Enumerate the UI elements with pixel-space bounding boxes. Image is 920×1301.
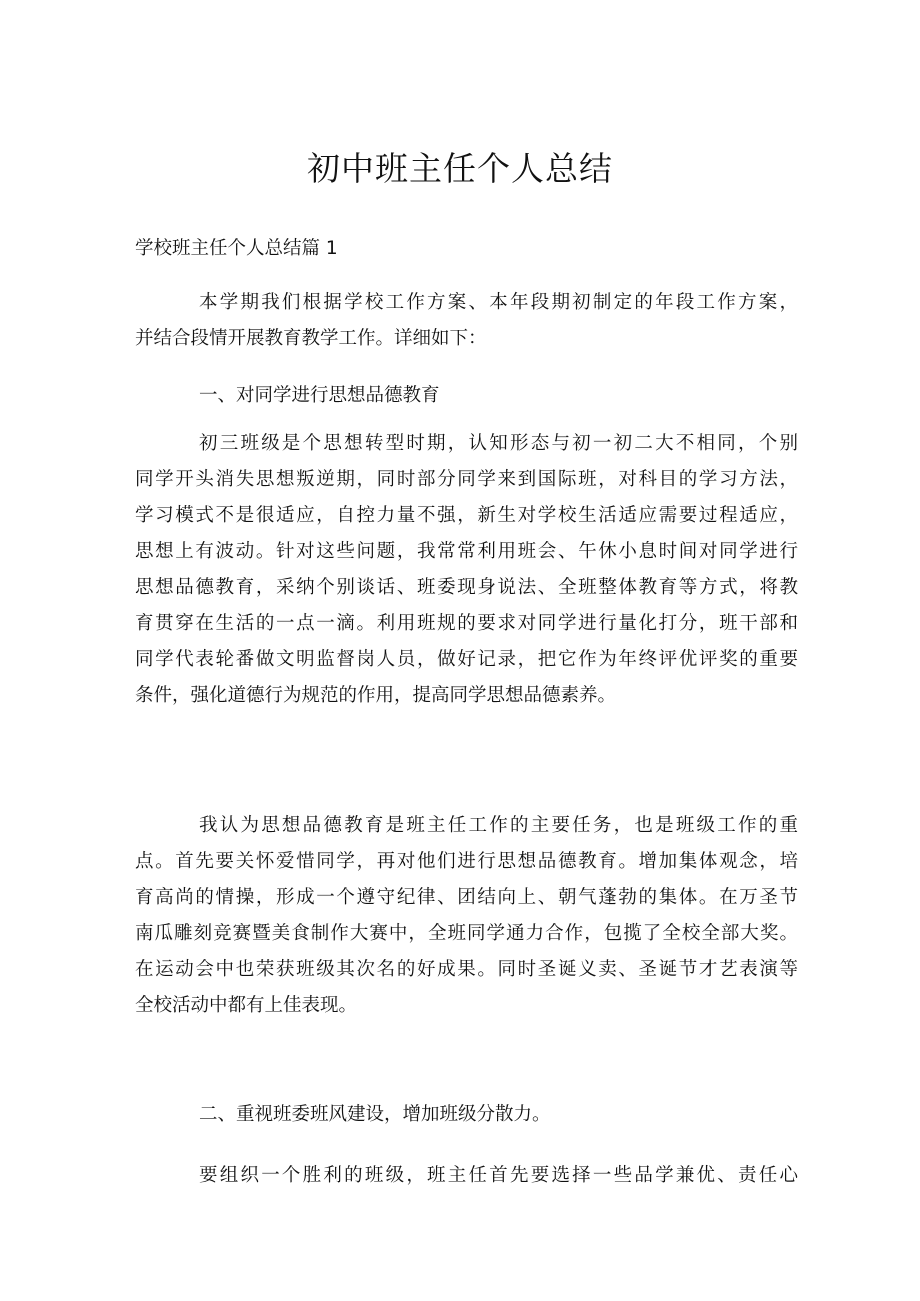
section-heading-1 [135,378,798,414]
paragraph-line: 条件，强化道德行为规范的作用，提高同学思想品德素养。 [135,685,617,706]
paragraph-line: 全校活动中都有上佳表现。 [135,995,358,1016]
paragraph-class-organization [135,1158,798,1194]
paragraph-line: 一、对同学进行思想品德教育 [199,385,440,406]
paragraph-line: 我认为思想品德教育是班主任工作的主要任务，也是班级工作的重 [199,815,798,836]
paragraph-line: 思想品德教育，采纳个别谈话、班委现身说法、全班整体教育等方式，将教 [135,577,798,598]
paragraph-line: 南瓜雕刻竞赛暨美食制作大赛中，全班同学通力合作，包揽了全校全部大奖。 [135,923,798,944]
paragraph-line: 育高尚的情操，形成一个遵守纪律、团结向上、朝气蓬勃的集体。在万圣节 [135,887,798,908]
paragraph-line: 要组织一个胜利的班级，班主任首先要选择一些品学兼优、责任心 [199,1165,798,1186]
section-heading-2 [135,1097,798,1133]
paragraph-line: 初三班级是个思想转型时期，认知形态与初一初二大不相同，个别 [199,433,798,454]
document-title: 初中班主任个人总结 [307,149,613,188]
paragraph-line: 育贯穿在生活的一点一滴。利用班规的要求对同学进行量化打分，班干部和 [135,613,798,634]
paragraph-line: 同学代表轮番做文明监督岗人员，做好记录，把它作为年终评优评奖的重要 [135,649,798,670]
paragraph-line: 思想上有波动。针对这些问题，我常常利用班会、午休小息时间对同学进行 [135,541,798,562]
paragraph-line: 学习模式不是很适应，自控力量不强，新生对学校生活适应需要过程适应， [135,505,798,526]
paragraph-intro [135,285,798,357]
paragraph-line: 并结合段情开展教育教学工作。详细如下： [135,328,487,349]
paragraph-line: 点。首先要关怀爱惜同学，再对他们进行思想品德教育。增加集体观念，培 [135,851,798,872]
paragraph-line: 二、重视班委班风建设，增加班级分散力。 [199,1104,551,1125]
paragraph-line: 在运动会中也荣获班级其次名的好成果。同时圣诞义卖、圣诞节才艺表演等 [135,959,798,980]
paragraph-line: 同学开头消失思想叛逆期，同时部分同学来到国际班，对科目的学习方法， [135,469,798,490]
paragraph-line: 本学期我们根据学校工作方案、本年段期初制定的年段工作方案， [199,292,798,313]
paragraph-main-task [135,808,798,1024]
paragraph-moral-education [135,426,798,714]
document-subtitle: 学校班主任个人总结篇 1 [135,238,338,259]
